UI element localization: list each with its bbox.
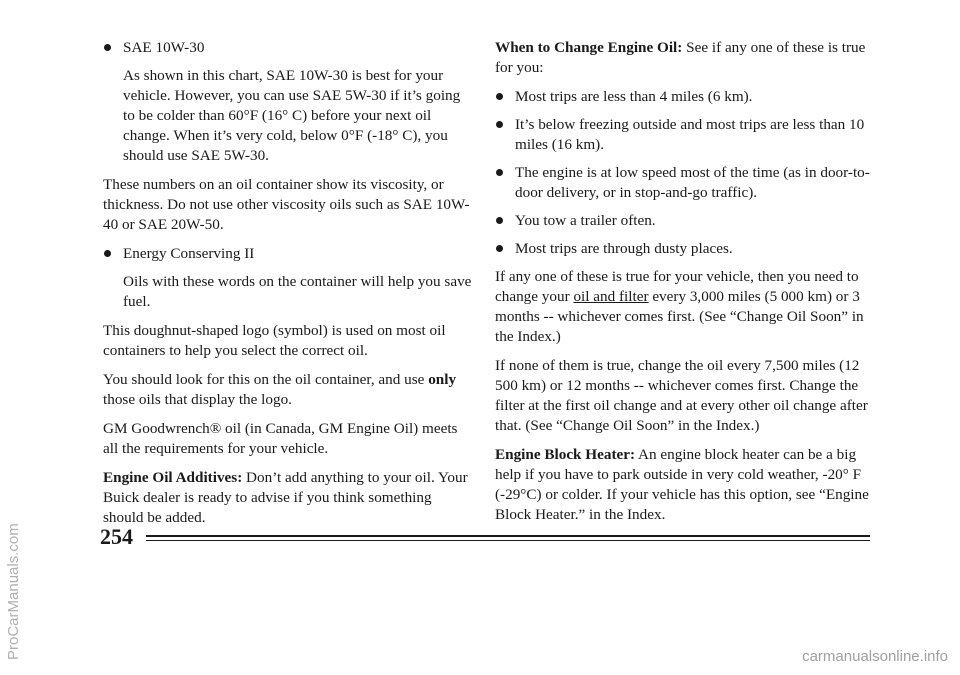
when-paragraph — [495, 38, 870, 78]
additives-text: Don’t add anything to your oil. Your Buick dealer is ready to advise if you think something should be added. — [103, 469, 468, 526]
condition-text: You tow a trailer often. — [515, 212, 656, 229]
page-number: 254 — [100, 524, 133, 549]
bullet-dot — [496, 245, 503, 252]
site-watermark: carmanualsonline.info — [802, 648, 948, 665]
condition-item — [495, 115, 870, 155]
vertical-watermark: ProCarManuals.com — [5, 523, 22, 660]
look-text-2: those oils that display the logo. — [103, 391, 292, 408]
condition-item — [495, 211, 870, 231]
none-true-paragraph: If none of them is true, change the oil every 7,500 miles (12 500 km) or 12 months -- whichever comes first. Change the filter at the first oil change and at every other oil change after that. (See “Change Oil Soon” in the Index.) — [495, 357, 868, 434]
goodwrench-paragraph: GM Goodwrench® oil (in Canada, GM Engine Oil) meets all the requirements for your vehicle. — [103, 420, 458, 457]
viscosity-paragraph: These numbers on an oil container show its viscosity, or thickness. Do not use other viscosity oils such as SAE 10W-40 or SAE 20W-50. — [103, 176, 470, 233]
when-heading: When to Change Engine Oil: — [495, 39, 683, 56]
oil-and-filter-link[interactable]: oil and filter — [573, 288, 649, 305]
change-interval-paragraph — [495, 267, 870, 347]
bullet-label: SAE 10W-30 — [123, 39, 205, 56]
sae-10w30-text: As shown in this chart, SAE 10W-30 is best for your vehicle. However, you can use SAE 5W-30 if it’s going to be colder than 60°F (16° C) before your next oil change. When it’s very cold, below 0°F (-18° C), you should use SAE 5W-30. — [123, 67, 461, 164]
look-paragraph — [103, 370, 475, 410]
condition-text: The engine is at low speed most of the time (as in door-to-door delivery, or in stop-and-go traffic). — [515, 164, 870, 201]
block-heater-heading: Engine Block Heater: — [495, 446, 636, 463]
condition-item — [495, 87, 870, 107]
bullet-dot — [104, 44, 111, 51]
bullet-dot — [104, 250, 111, 257]
footer-rule-thin — [146, 540, 870, 541]
additives-paragraph — [103, 468, 475, 528]
energy-conserving-text: Oils with these words on the container will help you save fuel. — [123, 273, 472, 310]
block-heater-text: An engine block heater can be a big help if you have to park outside in very cold weather, -20° F (-29°C) or colder. If your vehicle has this option, see “Engine Block Heater.” in the Index. — [495, 446, 869, 523]
condition-item — [495, 163, 870, 203]
right-column — [495, 38, 870, 534]
if-text-2: every 3,000 miles (5 000 km) or 3 months -- whichever comes first. (See “Change Oil Soon” in the Index.) — [495, 288, 864, 345]
bullet-sae-10w30 — [103, 38, 475, 58]
bullet-dot — [496, 217, 503, 224]
additives-heading: Engine Oil Additives: — [103, 469, 243, 486]
left-column — [103, 38, 475, 537]
when-text: See if any one of these is true for you: — [495, 39, 866, 76]
bullet-dot — [496, 93, 503, 100]
if-text-1: If any one of these is true for your vehicle, then you need to change your — [495, 268, 859, 305]
page-footer — [100, 523, 870, 551]
condition-text: Most trips are less than 4 miles (6 km). — [515, 88, 753, 105]
condition-item — [495, 239, 870, 259]
bullet-dot — [496, 169, 503, 176]
condition-text: It’s below freezing outside and most trips are less than 10 miles (16 km). — [515, 116, 865, 153]
bullet-energy-conserving — [103, 244, 475, 264]
condition-text: Most trips are through dusty places. — [515, 240, 733, 257]
bullet-dot — [496, 121, 503, 128]
footer-rule-thick — [146, 535, 870, 537]
bullet-label: Energy Conserving II — [123, 245, 255, 262]
block-heater-paragraph — [495, 445, 870, 525]
look-text-1: You should look for this on the oil container, and use — [103, 371, 425, 388]
logo-paragraph: This doughnut-shaped logo (symbol) is used on most oil containers to help you select the correct oil. — [103, 322, 446, 359]
only-emphasis: only — [428, 371, 457, 388]
